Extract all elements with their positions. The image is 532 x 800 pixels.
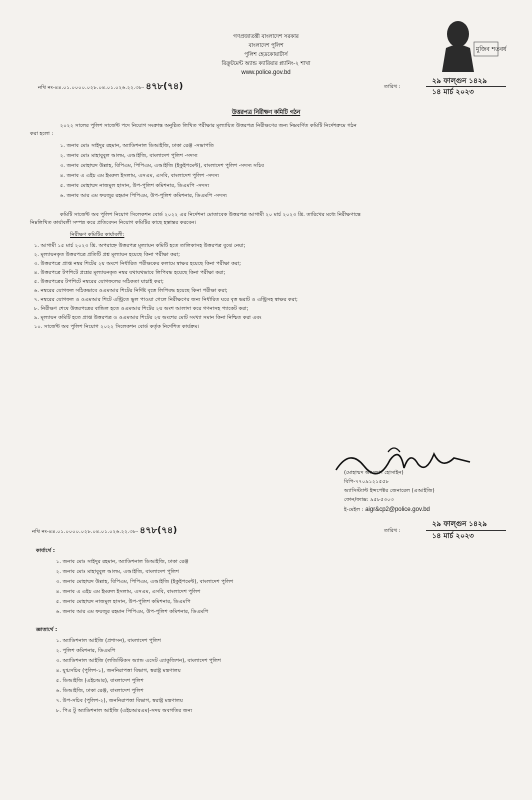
signatory-designation: অ্যাসিস্ট্যান্ট ইন্সপেক্টর জেনারেল (এআইজি) (344, 488, 435, 494)
memo-subject: উত্তরপত্র নিরীক্ষণ কমিটি গঠন (231, 110, 301, 116)
action-recipient: ৫. জনাব মোহাম্মদ নাজমুল হাসান, উপ-পুলিশ কমিশনার, ডিএমপি (56, 599, 191, 605)
memo-ref-number: ৪৭৮(৭৪) (145, 82, 184, 92)
hq-title: পুলিশ হেডকোয়ার্টার্স (244, 52, 288, 58)
action-recipient: ৩. জনাব মোহাম্মদ উল্লাহ, বিপিএম, পিপিএম, এআইজি (ইকুইপমেন্ট), বাংলাদেশ পুলিশ (56, 579, 234, 585)
committee-member: ৬. জনাব আর এম ফয়জুর রহমান পিপিএম, উপ-পুলিশ কমিশনার, ডিএমপি -সদস্য (60, 193, 227, 199)
email-address[interactable]: aigr&cp2@police.gov.bd (365, 507, 430, 513)
memo2-date-label: তারিখ : (384, 528, 401, 534)
info-recipient: ৭. উপ-সচিব (পুলিশ-২), জননিরাপত্তা বিভাগ, স্বরাষ্ট্র মন্ত্রণালয় (56, 698, 183, 704)
info-title: জ্ঞাতার্থে : (36, 627, 58, 633)
info-recipient: ৫. ডিআইজি (এইচআর), বাংলাদেশ পুলিশ (56, 678, 144, 684)
signature-image (330, 440, 480, 484)
date2-divider (426, 530, 506, 531)
memo-reference (38, 84, 183, 91)
duty-item: ৮. নিরীক্ষণ শেষে উত্তরপত্রের বান্ডিল হতে ওএমআর শিটের ২য় অংশ আলাদা করে গণনাসহ প্যাকেট করা; (34, 306, 249, 312)
info-recipient: ৩. অ্যাডিশনাল আইজি (লজিস্টিকস অ্যান্ড এসেট এ্যাকুজিশন), বাংলাদেশ পুলিশ (56, 658, 221, 664)
action-recipient: ৪. জনাব এ এইচ এম ইমরুল ইসলাম, এসএম, এসবি, বাংলাদেশ পুলিশ (56, 589, 201, 595)
duty-item: ২. মূল্যায়নকৃত উত্তরপত্রে প্রতিটি প্রশ্ন মূল্যায়ন হয়েছে কিনা পরীক্ষা করা; (34, 252, 181, 258)
duties-title: নিরীক্ষণ কমিটির কার্যাবলী: (70, 232, 125, 238)
signatory-bp: বিপি-৭৭০৯১২১৫৫৮ (344, 479, 389, 485)
memo2-date-bangla: ২৯ ফাল্গুন ১৪২৯ (432, 520, 487, 528)
committee-member: ২. জনাব মোঃ মাহাবুবুল আলম, এআইজি, বাংলাদেশ পুলিশ -সদস্য (60, 153, 198, 159)
memo2-ref-text: নথি নং-৪৪.০১.০০০০.০২৮.০৪.০১.০২৬.২২.৩৮- (32, 529, 139, 535)
body-line-1: কমিটি সার্জেন্ট অব পুলিশ নিয়োগ সিলেকশন বোর্ড ২০২২ এর নির্দেশনা মোতাবেক উত্তরপত্র আগামী ২০ মার্চ ২০২৩ খ্রি. তারিখের মধ্যে নিরীক্ষণান্তে (60, 212, 361, 218)
duty-item: ৩. উত্তরপত্রে প্রাপ্ত নম্বর শিটের ২য় অংশে নির্ধারিত পরীক্ষকের কলামে স্বাক্ষর হয়েছে কিনা পরীক্ষা করা; (34, 261, 242, 267)
branch-title: রিক্রুটমেন্ট অ্যান্ড ক্যারিয়ার প্ল্যানিং-২ শাখা (221, 61, 311, 67)
signatory-phone: ফোন/ফ্যাক্স: ৯৫৮৫৩০৩ (344, 497, 394, 503)
memo-date-label: তারিখ : (384, 84, 401, 90)
body-line-2: নিম্নলিখিত কার্যাবলী সম্পন্ন করে প্রতিবেদন নিয়োগ কমিটির কাছে হস্তান্তর করবেন। (30, 220, 197, 226)
duty-item: ৬. নম্বরের যোগফল সঠিকভাবে ওএমআর শিটের নির্দিষ্ট বৃত্তে লিপিবদ্ধ হয়েছে কিনা পরীক্ষা করা; (34, 288, 228, 294)
duty-item: ৯. মূল্যায়ন কমিটি হতে প্রাপ্ত উত্তরপত্র ও ওএমআর শিটের ২য় অংশের মোট সংখ্যা সমান কিনা নিশ্চিত করা এবং (34, 315, 262, 321)
gov-title: গণপ্রজাতন্ত্রী বাংলাদেশ সরকার (233, 34, 299, 40)
memo2-date-english: ১৪ মার্চ ২০২৩ (432, 532, 474, 540)
duty-item: ১. আগামী ১৫ মার্চ ২০২৩ খ্রি. অপরাহ্নে উত্তরপত্র মূল্যায়ন কমিটি হতে তালিকাসহ উত্তরপত্র বুঝে নেয়া; (34, 243, 246, 249)
memo-date-bangla: ২৯ ফাল্গুন ১৪২৯ (432, 77, 487, 85)
info-recipient: ১. অ্যাডিশনাল আইজি (প্রশাসন), বাংলাদেশ পুলিশ (56, 638, 161, 644)
info-recipient: ৮. পিএ টু অ্যাডিশনাল আইজি (এইচআরএম)-সদয় অবগতির জন্য (56, 708, 193, 714)
memo-ref-text: নথি নং-৪৪.০১.০০০০.০২৮.০৪.০১.০২৬.২২.৩৮- (38, 85, 145, 91)
memo-date-english: ১৪ মার্চ ২০২৩ (432, 88, 474, 96)
date-divider (426, 86, 506, 87)
action-recipient: ২. জনাব মোঃ মাহাবুবুল আলম, এআইজি, বাংলাদেশ পুলিশ (56, 569, 179, 575)
signatory-email (344, 507, 430, 513)
org-title: বাংলাদেশ পুলিশ (248, 43, 284, 49)
logo-lettering: মুজিব শতবর্ষ (476, 46, 507, 53)
website-link[interactable]: www.police.gov.bd (241, 70, 291, 76)
duty-item: ৫. উত্তরপত্রের টপশিটে নম্বরের যোগফলের সঠিকতা যাচাই করা; (34, 279, 164, 285)
committee-member: ১. জনাব মোঃ সাইদুর রহমান, অ্যাডিশনাল ডিআইজি, ঢাকা রেঞ্জ -সভাপতি (60, 143, 214, 149)
duty-item: ১০. সার্জেন্ট অব পুলিশ নিয়োগ ২০২২ সিলেকশন বোর্ড কর্তৃক নির্দেশিত কার্যক্রম। (34, 324, 200, 330)
info-recipient: ৬. ডিআইজি, ঢাকা রেঞ্জ, বাংলাদেশ পুলিশ (56, 688, 144, 694)
action-recipient: ১. জনাব মোঃ সাইদুর রহমান, অ্যাডিশনাল ডিআইজি, ঢাকা রেঞ্জ (56, 559, 189, 565)
committee-member: ৪. জনাব এ এইচ এম ইমরুল ইসলাম, এসএম, এসবি, বাংলাদেশ পুলিশ -সদস্য (60, 173, 219, 179)
committee-member: ৫. জনাব মোহাম্মদ নাজমুল হাসান, উপ-পুলিশ কমিশনার, ডিএমপি -সদস্য (60, 183, 210, 189)
signatory-name: (মোহাম্মদ আমজাদ হোসাইন) (344, 470, 404, 476)
committee-member: ৩. জনাব মোহাম্মদ উল্লাহ, বিপিএম, পিপিএম, এআইজি (ইকুইপমেন্ট), বাংলাদেশ পুলিশ -সদস্য সচিব (60, 163, 265, 169)
memo2-reference (32, 528, 177, 535)
duty-item: ৪. উত্তরপত্রে টপশিটে প্রশ্নের মূল্যায়নকৃত নম্বর যথাযথভাবে লিপিবদ্ধ হয়েছে কিনা পরীক্ষা করা; (34, 270, 226, 276)
info-recipient: ২. পুলিশ কমিশনার, ডিএমপি (56, 648, 116, 654)
action-title: কার্যার্থে : (36, 548, 55, 554)
action-recipient: ৬. জনাব আর এম ফয়জুর রহমান পিপিএম, উপ-পুলিশ কমিশনার, ডিএমপি (56, 609, 209, 615)
duty-item: ৭. নম্বরের যোগফল ও ওএমআর শিটে এন্ট্রিতে ভুল পাওয়া গেলে নিরীক্ষণের জন্য নির্ধারিত ঘরে বৃত্ত ভরাট ও এন্ট্রিসহ স্বাক্ষর করা; (34, 297, 298, 303)
intro-line-1: ২০২২ সালের পুলিশ সার্জেন্ট পদে নিয়োগ সংক্রান্ত অনুষ্ঠিত লিখিত পরীক্ষার মূল্যায়িত উত্তরপত্র নিরীক্ষণের জন্য নিম্নবর্ণিত কমিটি নির্দেশক্রমে গঠন (60, 123, 357, 129)
email-label: ই-মেইল : (344, 507, 364, 513)
memo2-ref-number: ৪৭৮(৭৪) (139, 526, 178, 536)
info-recipient: ৪. যুগ্মসচিব (পুলিশ-১), জননিরাপত্তা বিভাগ, স্বরাষ্ট্র মন্ত্রণালয় (56, 668, 181, 674)
mujib-centenary-logo (428, 14, 507, 74)
intro-line-2: করা হলো : (30, 131, 54, 137)
